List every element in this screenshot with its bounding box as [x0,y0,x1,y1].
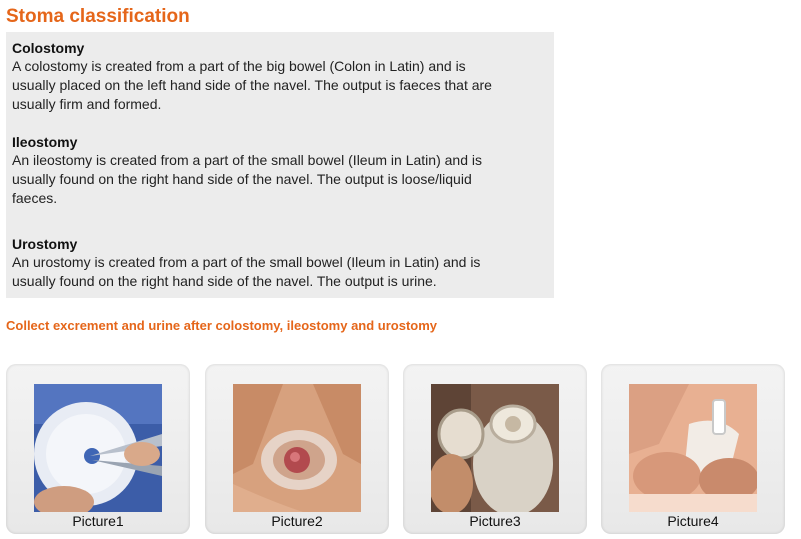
photo-pouch-attach [431,384,559,512]
section-heading: Urostomy [12,236,78,252]
section-colostomy [12,40,502,114]
photo-stoma-flange [233,384,361,512]
photo-pouch-clip [629,384,757,512]
page-title: Stoma classification [6,6,190,27]
picture-card-4 [601,364,785,534]
picture-caption: Picture2 [271,513,323,529]
section-body: An urostomy is created from a part of the small bowel (Ileum in Latin) and is usually found on the right hand side of the navel. The output is urine. [12,254,481,289]
picture-card-3 [403,364,587,534]
section-ileostomy [12,134,502,208]
section-subtitle: Collect excrement and urine after colostomy, ileostomy and urostomy [6,318,438,333]
picture-card-2 [205,364,389,534]
photo-wafer-cutting [34,384,162,512]
stoma-info-box [6,32,554,298]
section-body: An ileostomy is created from a part of the small bowel (Ileum in Latin) and is usually found on the right hand side of the navel. The output is loose/liquid faeces. [12,152,482,206]
section-heading: Colostomy [12,40,85,56]
section-heading: Ileostomy [12,134,78,150]
section-urostomy [12,236,502,291]
picture-caption: Picture3 [469,513,521,529]
picture-caption: Picture1 [72,513,124,529]
picture-caption: Picture4 [667,513,719,529]
picture-gallery [6,364,796,534]
picture-card-1 [6,364,190,534]
section-body: A colostomy is created from a part of the big bowel (Colon in Latin) and is usually placed on the left hand side of the navel. The output is faeces that are usually firm and formed. [12,58,492,112]
